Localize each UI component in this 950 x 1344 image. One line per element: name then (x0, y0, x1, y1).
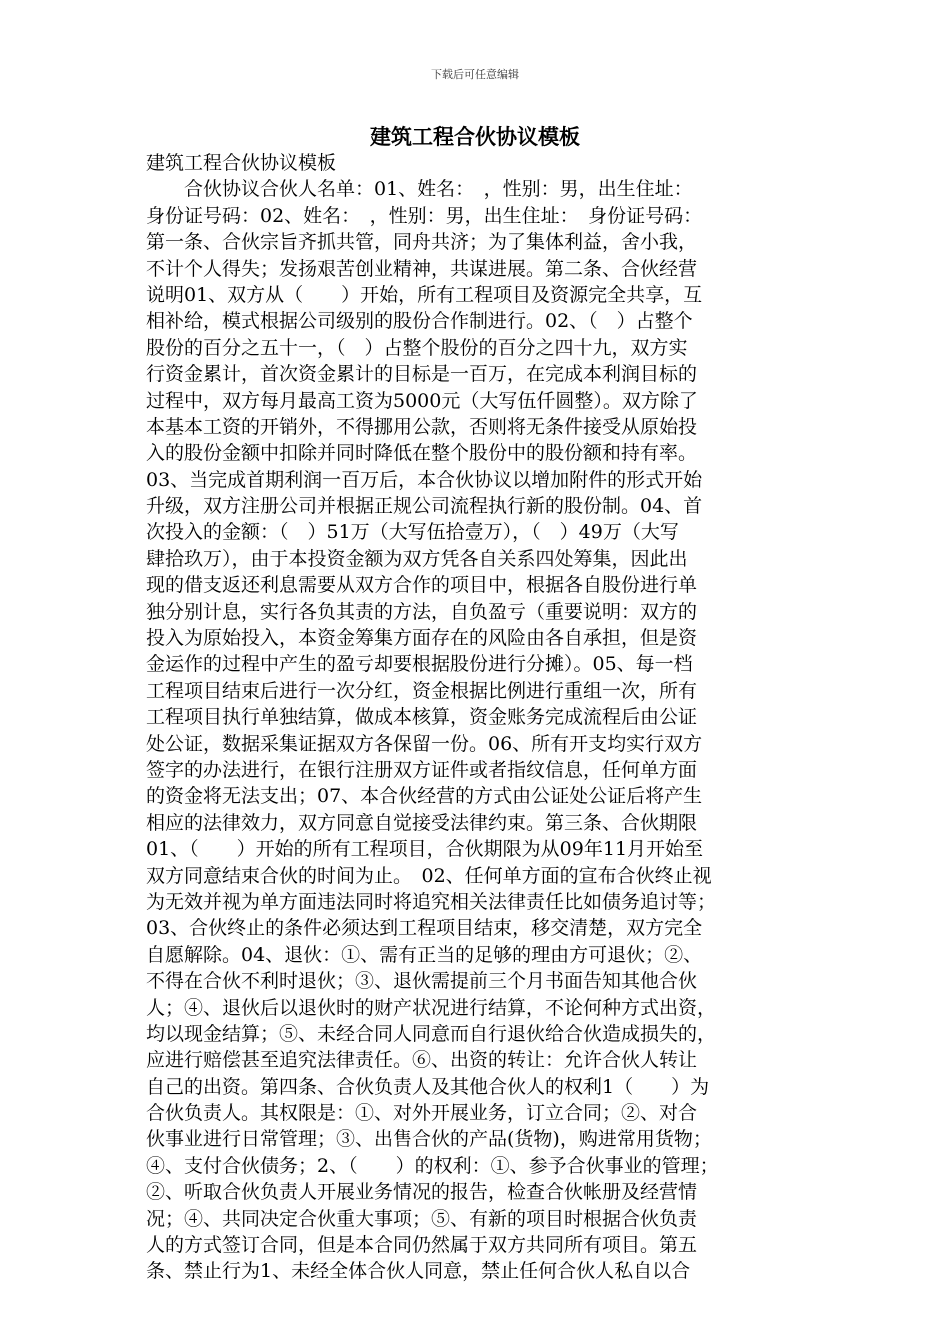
body-line: 条、禁止行为1、未经全体合伙人同意，禁止任何合伙人私自以合 (146, 1260, 691, 1283)
body-line: 况；④、共同决定合伙重大事项；⑤、有新的项目时根据合伙负责 (146, 1207, 698, 1230)
body-line: 独分别计息，实行各负其责的方法，自负盈亏（重要说明：双方的 (146, 600, 698, 623)
document-body (146, 150, 806, 1285)
document-title: 建筑工程合伙协议模板 (370, 125, 580, 149)
body-line: 建筑工程合伙协议模板 (146, 152, 337, 174)
body-line: 不计个人得失；发扬艰苦创业精神，共谋进展。第二条、合伙经营 (146, 257, 698, 280)
body-line: 过程中，双方每月最高工资为5000元（大写伍仟圆整）。双方除了 (146, 389, 698, 412)
body-line: 相补给，模式根据公司级别的股份合作制进行。02、（ ）占整个 (146, 310, 693, 333)
body-line: 身份证号码：02、姓名： ，性别：男，出生住址： 身份证号码： (146, 204, 703, 227)
body-line: 合伙协议合伙人名单：01、姓名： ，性别：男，出生住址： (146, 178, 693, 201)
body-line: 入的股份金额中扣除并同时降低在整个股份中的股份额和持有率。 (146, 442, 698, 465)
body-line: 次投入的金额：（ ）51万（大写伍拾壹万），（ ）49万（大写 (146, 521, 679, 544)
body-line: 为无效并视为单方面违法同时将追究相关法律责任比如债务追讨等； (146, 890, 717, 913)
body-line: 第一条、合伙宗旨齐抓共管，同舟共济；为了集体利益，舍小我， (146, 231, 698, 254)
body-line: 应进行赔偿甚至追究法律责任。⑥、出资的转让：允许合伙人转让 (146, 1049, 698, 1072)
body-line: 人；④、退伙后以退伙时的财产状况进行结算，不论何种方式出资， (146, 996, 717, 1019)
header-note: 下载后可任意编辑 (431, 68, 519, 81)
body-line: 金运作的过程中产生的盈亏却要根据股份进行分摊）。05、每一档 (146, 653, 693, 676)
body-line: ④、支付合伙债务；2、（ ）的权利：①、参予合伙事业的管理； (146, 1154, 719, 1177)
body-line: 股份的百分之五十一，（ ）占整个股份的百分之四十九，双方实 (146, 336, 688, 359)
body-line: 说明01、双方从（ ）开始，所有工程项目及资源完全共享，互 (146, 283, 703, 306)
body-line: 投入为原始投入，本资金筹集方面存在的风险由各自承担，但是资 (146, 627, 698, 650)
body-line: 人的方式签订合同，但是本合同仍然属于双方共同所有项目。第五 (146, 1234, 698, 1257)
body-line: 行资金累计，首次资金累计的目标是一百万，在完成本利润目标的 (146, 363, 698, 386)
body-line: 工程项目执行单独结算，做成本核算，资金账务完成流程后由公证 (146, 706, 698, 729)
body-line: 本基本工资的开销外，不得挪用公款，否则将无条件接受从原始投 (146, 415, 698, 438)
body-line: 双方同意结束合伙的时间为止。 02、任何单方面的宣布合伙终止视 (146, 864, 712, 887)
body-line: 01、（ ）开始的所有工程项目，合伙期限为从09年11月开始至 (146, 838, 704, 861)
body-line: 03、当完成首期利润一百万后，本合伙协议以增加附件的形式开始 (146, 468, 703, 491)
body-line: 现的借支返还利息需要从双方合作的项目中，根据各自股份进行单 (146, 574, 698, 597)
body-line: 处公证，数据采集证据双方各保留一份。06、所有开支均实行双方 (146, 732, 703, 755)
body-line: 不得在合伙不利时退伙；③、退伙需提前三个月书面告知其他合伙 (146, 970, 698, 993)
body-line: 的资金将无法支出；07、本合伙经营的方式由公证处公证后将产生 (146, 785, 703, 808)
body-line: 工程项目结束后进行一次分红，资金根据比例进行重组一次，所有 (146, 679, 698, 702)
body-line: 相应的法律效力，双方同意自觉接受法律约束。第三条、合伙期限 (146, 811, 698, 834)
body-line: ②、听取合伙负责人开展业务情况的报告，检查合伙帐册及经营情 (146, 1181, 698, 1204)
body-line: 伙事业进行日常管理；③、出售合伙的产品(货物)，购进常用货物； (146, 1128, 712, 1151)
body-line: 03、合伙终止的条件必须达到工程项目结束，移交清楚，双方完全 (146, 917, 703, 940)
body-line: 自己的出资。第四条、合伙负责人及其他合伙人的权利1（ ）为 (146, 1075, 710, 1098)
body-line: 合伙负责人。其权限是：①、对外开展业务，订立合同；②、对合 (146, 1102, 698, 1125)
body-line: 签字的办法进行，在银行注册双方证件或者指纹信息，任何单方面 (146, 758, 698, 781)
body-line: 均以现金结算；⑤、未经合同人同意而自行退伙给合伙造成损失的， (146, 1022, 717, 1045)
body-line: 自愿解除。04、退伙：①、需有正当的足够的理由方可退伙；②、 (146, 943, 703, 966)
body-line: 肆拾玖万），由于本投资金额为双方凭各自关系四处筹集，因此出 (146, 547, 688, 570)
body-line: 升级，双方注册公司并根据正规公司流程执行新的股份制。04、首 (146, 495, 703, 518)
